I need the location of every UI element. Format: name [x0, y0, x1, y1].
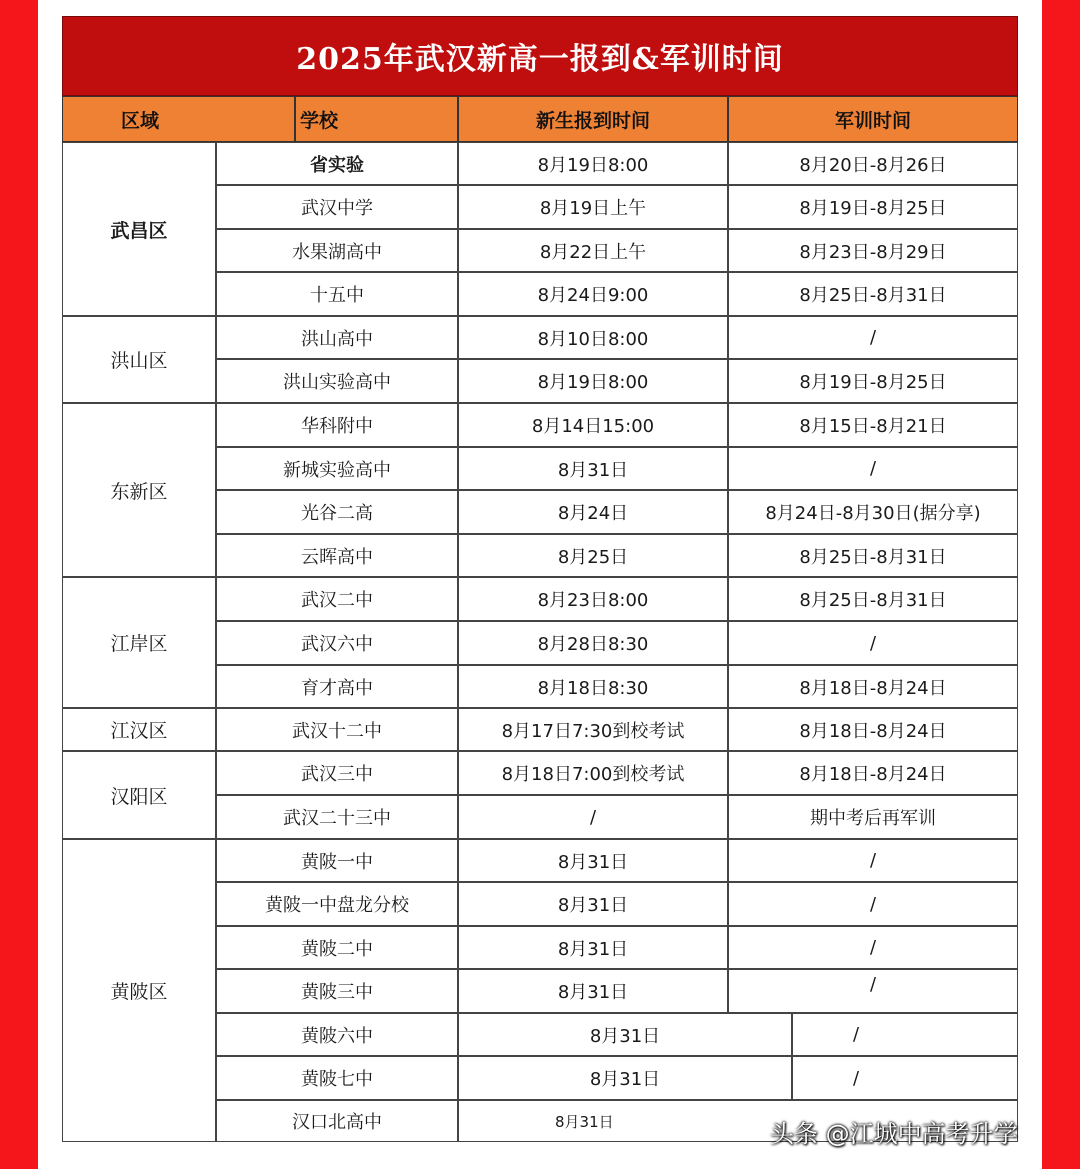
school-cell: 汉口北高中 — [216, 1100, 458, 1142]
district-cell: 黄陂区 — [62, 839, 216, 1142]
training-time-cell: / — [792, 1013, 1018, 1056]
training-time-cell: / — [728, 969, 1018, 1013]
school-cell: 水果湖高中 — [216, 229, 458, 272]
training-time-cell: / — [728, 447, 1018, 490]
school-cell: 华科附中 — [216, 403, 458, 447]
training-time-cell: / — [728, 316, 1018, 359]
school-cell: 育才高中 — [216, 665, 458, 708]
report-time-cell: 8月19日8:00 — [458, 142, 728, 185]
district-cell: 汉阳区 — [62, 751, 216, 839]
report-time-cell: 8月31日 — [458, 882, 728, 926]
school-cell: 新城实验高中 — [216, 447, 458, 490]
training-time-cell: 8月23日-8月29日 — [728, 229, 1018, 272]
training-time-cell: / — [728, 926, 1018, 969]
training-time-cell: 8月15日-8月21日 — [728, 403, 1018, 447]
training-time-cell: 8月18日-8月24日 — [728, 665, 1018, 708]
school-cell: 省实验 — [216, 142, 458, 185]
report-time-cell: 8月18日8:30 — [458, 665, 728, 708]
training-time-cell: / — [728, 621, 1018, 665]
school-cell: 黄陂一中 — [216, 839, 458, 882]
school-cell: 武汉中学 — [216, 185, 458, 229]
training-time-cell: 8月25日-8月31日 — [728, 577, 1018, 621]
school-cell: 黄陂一中盘龙分校 — [216, 882, 458, 926]
report-time-cell: 8月14日15:00 — [458, 403, 728, 447]
training-time-cell: 8月24日-8月30日(据分享) — [728, 490, 1018, 534]
training-time-cell: 8月19日-8月25日 — [728, 359, 1018, 403]
report-time-cell: 8月17日7:30到校考试 — [458, 708, 728, 751]
report-time-cell: 8月25日 — [458, 534, 728, 577]
report-time-cell: 8月31日 — [458, 969, 728, 1013]
school-cell: 光谷二高 — [216, 490, 458, 534]
school-cell: 十五中 — [216, 272, 458, 316]
school-cell: 洪山实验高中 — [216, 359, 458, 403]
header-area: 区域 — [62, 96, 295, 142]
school-cell: 黄陂六中 — [216, 1013, 458, 1056]
header-training-time: 军训时间 — [728, 96, 1018, 142]
training-time-cell: / — [792, 1056, 1018, 1100]
report-time-cell: 8月31日 — [458, 1013, 792, 1056]
report-time-cell: 8月31日 — [458, 1100, 1018, 1142]
district-cell: 江岸区 — [62, 577, 216, 708]
report-time-cell: 8月10日8:00 — [458, 316, 728, 359]
school-cell: 武汉十二中 — [216, 708, 458, 751]
report-time-cell: 8月31日 — [458, 926, 728, 969]
header-report-time: 新生报到时间 — [458, 96, 728, 142]
report-time-cell: 8月28日8:30 — [458, 621, 728, 665]
district-cell: 洪山区 — [62, 316, 216, 403]
school-cell: 黄陂三中 — [216, 969, 458, 1013]
header-school: 学校 — [295, 96, 458, 142]
school-cell: 武汉三中 — [216, 751, 458, 795]
watermark: 头条 @江城中高考升学 — [770, 1120, 1018, 1148]
training-time-cell: 8月18日-8月24日 — [728, 751, 1018, 795]
training-time-cell: 8月18日-8月24日 — [728, 708, 1018, 751]
school-cell: 黄陂七中 — [216, 1056, 458, 1100]
training-time-cell: 8月20日-8月26日 — [728, 142, 1018, 185]
report-time-cell: 8月24日9:00 — [458, 272, 728, 316]
training-time-cell: 8月19日-8月25日 — [728, 185, 1018, 229]
report-time-cell: 8月23日8:00 — [458, 577, 728, 621]
school-cell: 武汉二中 — [216, 577, 458, 621]
training-time-cell: 期中考后再军训 — [728, 795, 1018, 839]
training-time-cell: / — [728, 839, 1018, 882]
report-time-cell: 8月19日上午 — [458, 185, 728, 229]
report-time-cell: 8月19日8:00 — [458, 359, 728, 403]
report-time-cell: 8月31日 — [458, 1056, 792, 1100]
school-cell: 武汉二十三中 — [216, 795, 458, 839]
school-cell: 武汉六中 — [216, 621, 458, 665]
training-time-cell: 8月25日-8月31日 — [728, 534, 1018, 577]
school-cell: 云晖高中 — [216, 534, 458, 577]
report-time-cell: 8月24日 — [458, 490, 728, 534]
report-time-cell: 8月22日上午 — [458, 229, 728, 272]
training-time-cell: 8月25日-8月31日 — [728, 272, 1018, 316]
report-time-cell: / — [458, 795, 728, 839]
training-time-cell: / — [728, 882, 1018, 926]
district-cell: 武昌区 — [62, 142, 216, 316]
page-title: 2025年武汉新高一报到&军训时间 — [62, 16, 1018, 96]
report-time-cell: 8月31日 — [458, 447, 728, 490]
school-cell: 洪山高中 — [216, 316, 458, 359]
report-time-cell: 8月18日7:00到校考试 — [458, 751, 728, 795]
report-time-cell: 8月31日 — [458, 839, 728, 882]
school-cell: 黄陂二中 — [216, 926, 458, 969]
district-cell: 东新区 — [62, 403, 216, 577]
district-cell: 江汉区 — [62, 708, 216, 751]
